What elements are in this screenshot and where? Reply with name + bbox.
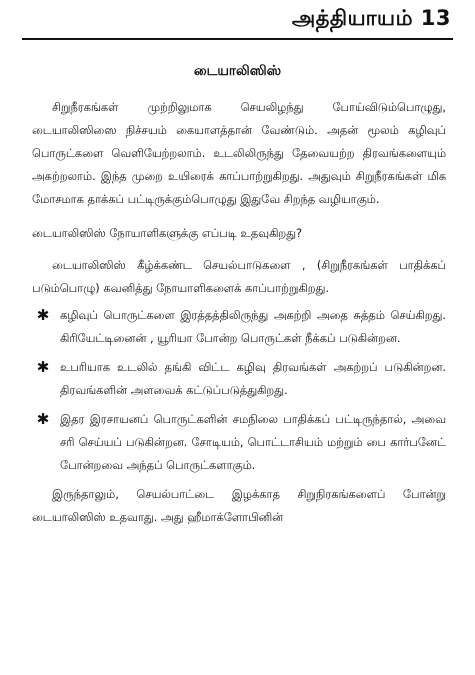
- functions-paragraph: டையாலிஸிஸ் கீழ்க்கண்ட செயல்பாடுகளை , (சிறுநீரகங்கள் பாதிக்கப் படும்பொழு) கவனித்து நோயாளிகளைக் காப்பாற்றுகிறது.: [32, 258, 446, 295]
- list-item: [32, 304, 446, 350]
- list-item: [32, 408, 446, 477]
- asterisk-bullet-icon: ✱: [36, 358, 50, 376]
- asterisk-bullet-icon: ✱: [36, 410, 50, 428]
- asterisk-bullet-icon: ✱: [36, 306, 50, 324]
- question-heading: டையாலிஸிஸ் நோயாளிகளுக்கு எப்படி உதவுகிறது?: [32, 226, 303, 240]
- list-item: [32, 356, 446, 402]
- list-item-text: கழிவுப் பொருட்களை இரத்தத்திலிருந்து அகற்றி அதை சுத்தம் செய்கிறது. கிரியேட்டினைன் , யூரியா போன்ற பொருட்கள் நீக்கப் படுகின்றன.: [60, 308, 446, 345]
- list-item-text: இதர இரசாயனப் பொருட்களின் சமநிலை பாதிக்கப் பட்டிருந்தால், அவை சரி செய்யப் படுகின்றன. சோடியம், பொட்டாசியம் மற்றும் பை கார்பனேட் போன்றவை அந்தப் பொருட்களாகும்.: [60, 412, 446, 472]
- closing-paragraph: இருந்தாலும், செயல்பாட்டை இழக்காத சிறுநிரகங்களைப் போன்று டையாலிஸிஸ் உதவாது. அது ஹீமாக்ளோபினின்: [32, 487, 446, 524]
- page-body: [32, 96, 446, 529]
- chapter-heading: அத்தியாயம் 13: [291, 6, 451, 30]
- intro-paragraph: சிறுநீரகங்கள் முற்றிலுமாக செயலிழந்து போய்விடும்பொழுது, டையாலிஸிஸை நிச்சயம் கையாளத்தான் வேண்டும். அதன் மூலம் கழிவுப் பொருட்களை வெளியேற்றலாம். உடலிலிருந்து தேவையற்ற திரவங்களையும் அகற்றலாம். இந்த முறை உயிரைக் காப்பாற்றுகிறது. அதுவும் சிறுநீரகங்கள் மிக மோசமாக தாக்கப் பட்டிருக்கும்பொழுது இதுவே சிறந்த வழியாகும்.: [32, 100, 446, 206]
- list-item-text: உபரியாக உடலில் தங்கி விட்ட கழிவு திரவங்கள் அகற்றப் படுகின்றன. திரவங்களின் அளவைக் கட்டுப்படுத்துகிறது.: [60, 360, 446, 397]
- functions-list: [32, 304, 446, 477]
- section-title: டையாலிஸிஸ்: [193, 63, 282, 79]
- header-divider: [22, 38, 453, 40]
